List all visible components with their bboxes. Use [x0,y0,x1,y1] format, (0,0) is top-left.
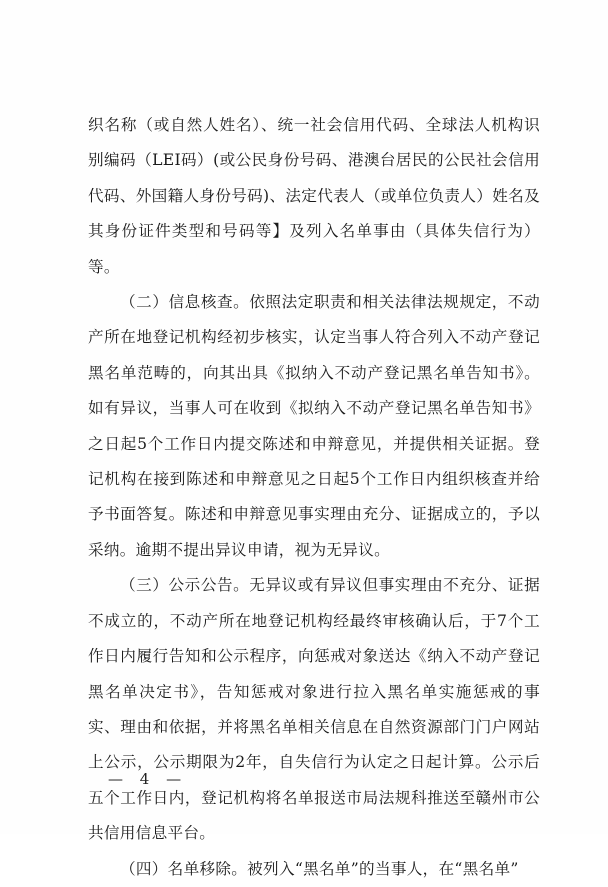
page-number: — 4 — [108,770,188,788]
paragraph-continuation: 织名称（或自然人姓名）、统一社会信用代码、全球法人机构识别编码（LEI码）(或公民身份号码、港澳台居民的公民社会信用代码、外国籍人身份号码)、法定代表人（或单位负责人）姓名及其身份证件类型和号码等】及列入名单事由（具体失信行为）等。 [88,116,540,276]
paragraph-public-announcement: （三）公示公告。无异议或有异议但事实理由不充分、证据不成立的，不动产所在地登记机构经最终审核确认后，于7个工作日内履行告知和公示程序，向惩戒对象送达《纳入不动产登记黑名单决定书》，告知惩戒对象进行拉入黑名单实施惩戒的事实、理由和依据，并将黑名单相关信息在自然资源部门门户网站上公示，公示期限为2年，自失信行为认定之日起计算。公示后五个工作日内，登记机构将名单报送市局法规科推送至赣州市公共信用信息平台。 [88,576,540,843]
paragraph-information-verification: （二）信息核查。依照法定职责和相关法律法规规定，不动产所在地登记机构经初步核实，认定当事人符合列入不动产登记黑名单范畴的，向其出具《拟纳入不动产登记黑名单告知书》。如有异议，当事人可在收到《拟纳入不动产登记黑名单告知书》之日起5个工作日内提交陈述和申辩意见，并提供相关证据。登记机构在接到陈述和申辩意见之日起5个工作日内组织核查并给予书面答复。陈述和申辩意见事实理由充分、证据成立的，予以采纳。逾期不提出异议申请，视为无异议。 [88,293,540,559]
paragraph-list-removal: （四）名单移除。被列入“黑名单”的当事人，在“黑名单” [120,859,519,878]
